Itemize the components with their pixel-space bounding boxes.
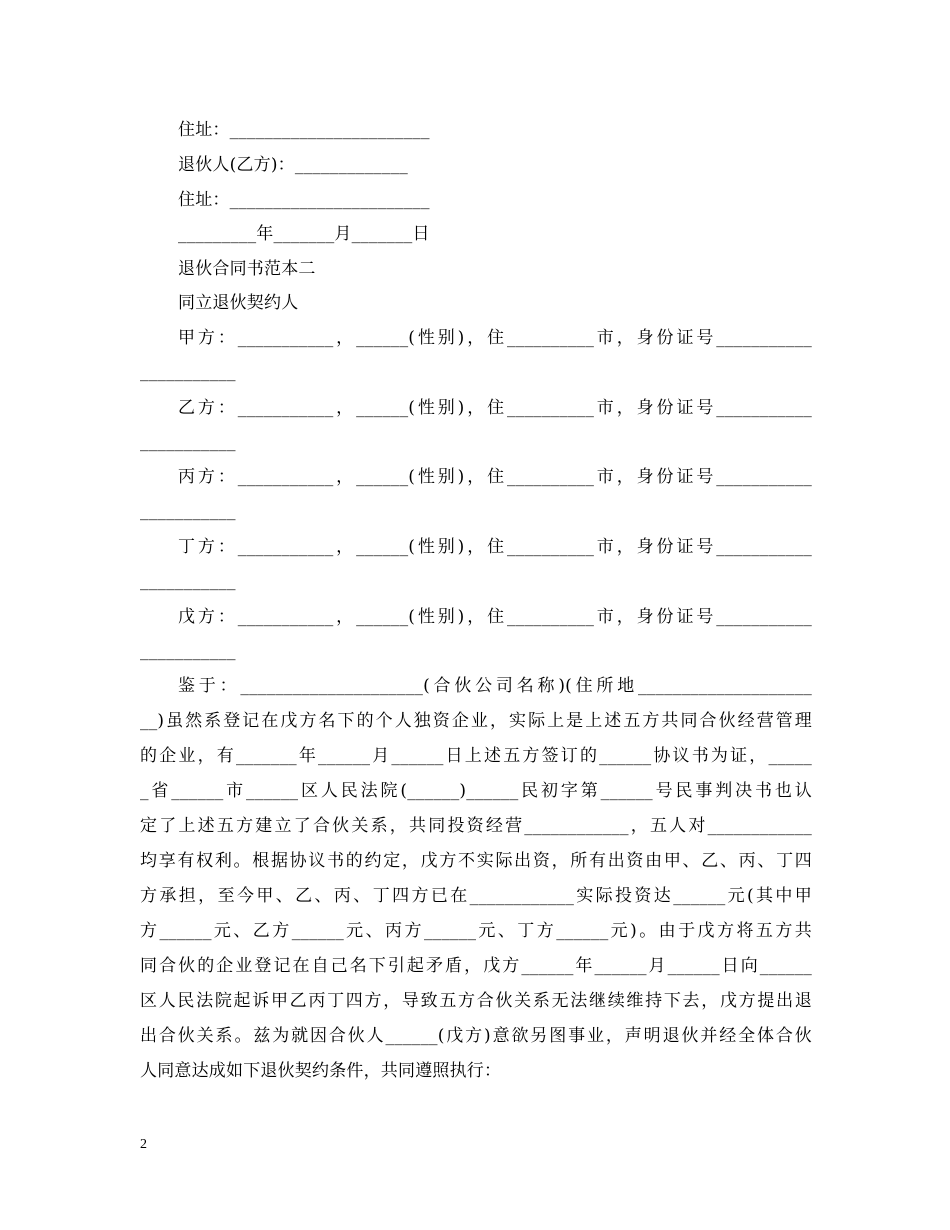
party-b-id-continuation: ___________ [140,432,236,452]
party-a-id-continuation: ___________ [140,362,236,382]
party-d-line: 丁方：___________，______(性别)，住__________市，身份证号___________ [178,537,812,557]
party-c-line: 丙方：___________，______(性别)，住__________市，身份证号___________ [178,467,812,487]
party-c-id-continuation: ___________ [140,501,236,521]
body-line: 方承担，至今甲、乙、丙、丁四方已在____________实际投资达______元(其中甲 [140,886,812,906]
address-line-2: 住址：_______________________ [178,190,430,210]
body-line: 同合伙的企业登记在自己名下引起矛盾，戊方______年______月______日向______ [140,956,812,976]
address-line-1: 住址：_______________________ [178,120,430,140]
parties-heading: 同立退伙契约人 [178,293,299,313]
body-line: 区人民法院起诉甲乙丙丁四方，导致五方合伙关系无法继续维持下去，戊方提出退 [140,991,812,1011]
body-line: 定了上述五方建立了合伙关系，共同投资经营____________，五人对____________ [140,816,812,836]
section-title: 退伙合同书范本二 [178,259,316,279]
page-number: 2 [140,1137,147,1152]
body-line: 出合伙关系。兹为就因合伙人______(戊方)意欲另图事业，声明退伙并经全体合伙 [140,1026,812,1046]
party-e-id-continuation: ___________ [140,641,236,661]
body-line: 方______元、乙方______元、丙方______元、丁方______元)。由于戊方将五方共 [140,921,812,941]
party-a-line: 甲方：___________，______(性别)，住__________市，身份证号___________ [178,328,812,348]
body-line-last: 人同意达成如下退伙契约条件，共同遵照执行： [140,1061,502,1081]
party-d-id-continuation: ___________ [140,571,236,591]
body-line: _省______市______区人民法院(______)______民初字第______号民事判决书也认 [140,781,812,801]
body-line: __)虽然系登记在戊方名下的个人独资企业，实际上是上述五方共同合伙经营管理 [140,711,812,731]
party-b-line: 乙方：___________，______(性别)，住__________市，身份证号___________ [178,398,812,418]
whereas-line: 鉴于：_____________________(合伙公司名称)(住所地____________________ [178,676,812,696]
party-e-line: 戊方：___________，______(性别)，住__________市，身份证号___________ [178,607,812,627]
body-line: 均享有权利。根据协议书的约定，戊方不实际出资，所有出资由甲、乙、丙、丁四 [140,851,812,871]
date-line: _________年_______月_______日 [178,224,430,244]
withdrawing-partner-b-line: 退伙人(乙方)：_____________ [178,155,408,175]
body-line: 的企业，有_______年______月______日上述五方签订的______协议书为证，_____ [140,746,812,766]
